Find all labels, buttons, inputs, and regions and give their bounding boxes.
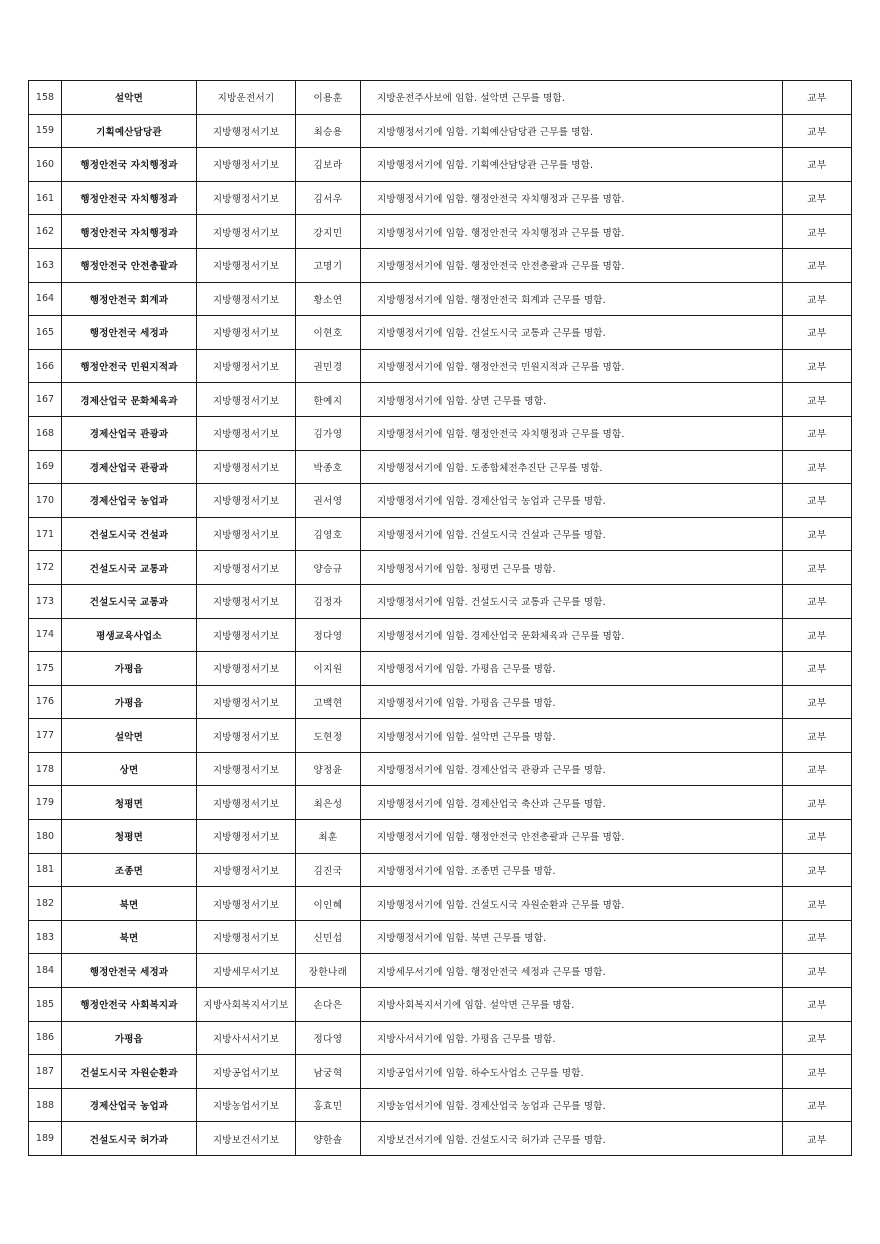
appointment-description-cell: 지방공업서기에 임함. 하수도사업소 근무를 명함. <box>361 1055 783 1089</box>
rank-cell: 지방행정서기보 <box>197 618 296 652</box>
issue-type-cell: 교부 <box>783 618 852 652</box>
name-cell: 강지민 <box>296 215 361 249</box>
department-cell: 경제산업국 관광과 <box>62 416 197 450</box>
name-cell: 권서영 <box>296 484 361 518</box>
appointment-description-cell: 지방행정서기에 임함. 행정안전국 민원지적과 근무를 명함. <box>361 349 783 383</box>
name-cell: 홍효민 <box>296 1088 361 1122</box>
issue-type-cell: 교부 <box>783 282 852 316</box>
name-cell: 정다영 <box>296 618 361 652</box>
table-row <box>29 920 852 954</box>
table-row <box>29 148 852 182</box>
table-row <box>29 887 852 921</box>
appointment-description-cell: 지방행정서기에 임함. 건설도시국 교통과 근무를 명함. <box>361 584 783 618</box>
rank-cell: 지방행정서기보 <box>197 349 296 383</box>
table-row <box>29 517 852 551</box>
appointment-description-cell: 지방행정서기에 임함. 경제산업국 농업과 근무를 명함. <box>361 484 783 518</box>
rank-cell: 지방행정서기보 <box>197 820 296 854</box>
personnel-order-sheet <box>28 80 851 1156</box>
issue-type-cell: 교부 <box>783 316 852 350</box>
department-cell: 행정안전국 자치행정과 <box>62 215 197 249</box>
rank-cell: 지방행정서기보 <box>197 416 296 450</box>
issue-type-cell: 교부 <box>783 820 852 854</box>
name-cell: 양한솔 <box>296 1122 361 1156</box>
table-row <box>29 1122 852 1156</box>
department-cell: 가평읍 <box>62 652 197 686</box>
table-row <box>29 551 852 585</box>
rank-cell: 지방행정서기보 <box>197 887 296 921</box>
department-cell: 설악면 <box>62 81 197 115</box>
appointment-description-cell: 지방사회복지서기에 임함. 설악면 근무를 명함. <box>361 988 783 1022</box>
row-number: 167 <box>29 383 62 417</box>
department-cell: 경제산업국 농업과 <box>62 484 197 518</box>
rank-cell: 지방행정서기보 <box>197 685 296 719</box>
issue-type-cell: 교부 <box>783 383 852 417</box>
department-cell: 경제산업국 농업과 <box>62 1088 197 1122</box>
issue-type-cell: 교부 <box>783 416 852 450</box>
department-cell: 건설도시국 교통과 <box>62 584 197 618</box>
name-cell: 정다영 <box>296 1021 361 1055</box>
table-row <box>29 752 852 786</box>
table-row <box>29 1055 852 1089</box>
table-row <box>29 282 852 316</box>
department-cell: 기획예산담당관 <box>62 114 197 148</box>
department-cell: 행정안전국 자치행정과 <box>62 148 197 182</box>
row-number: 185 <box>29 988 62 1022</box>
department-cell: 행정안전국 민원지적과 <box>62 349 197 383</box>
issue-type-cell: 교부 <box>783 215 852 249</box>
name-cell: 도현정 <box>296 719 361 753</box>
name-cell: 손다은 <box>296 988 361 1022</box>
appointment-description-cell: 지방행정서기에 임함. 기획예산담당관 근무를 명함. <box>361 148 783 182</box>
rank-cell: 지방행정서기보 <box>197 517 296 551</box>
row-number: 169 <box>29 450 62 484</box>
appointment-description-cell: 지방행정서기에 임함. 행정안전국 회계과 근무를 명함. <box>361 282 783 316</box>
row-number: 159 <box>29 114 62 148</box>
issue-type-cell: 교부 <box>783 1021 852 1055</box>
rank-cell: 지방행정서기보 <box>197 282 296 316</box>
row-number: 182 <box>29 887 62 921</box>
table-row <box>29 685 852 719</box>
department-cell: 설악면 <box>62 719 197 753</box>
row-number: 161 <box>29 181 62 215</box>
department-cell: 건설도시국 허가과 <box>62 1122 197 1156</box>
row-number: 171 <box>29 517 62 551</box>
name-cell: 김영호 <box>296 517 361 551</box>
row-number: 179 <box>29 786 62 820</box>
rank-cell: 지방행정서기보 <box>197 719 296 753</box>
department-cell: 건설도시국 자원순환과 <box>62 1055 197 1089</box>
rank-cell: 지방농업서기보 <box>197 1088 296 1122</box>
name-cell: 김정자 <box>296 584 361 618</box>
department-cell: 조종면 <box>62 853 197 887</box>
rank-cell: 지방행정서기보 <box>197 148 296 182</box>
issue-type-cell: 교부 <box>783 853 852 887</box>
row-number: 174 <box>29 618 62 652</box>
rank-cell: 지방행정서기보 <box>197 652 296 686</box>
rank-cell: 지방행정서기보 <box>197 752 296 786</box>
table-row <box>29 81 852 115</box>
row-number: 176 <box>29 685 62 719</box>
name-cell: 남궁혁 <box>296 1055 361 1089</box>
rank-cell: 지방세무서기보 <box>197 954 296 988</box>
row-number: 163 <box>29 248 62 282</box>
issue-type-cell: 교부 <box>783 248 852 282</box>
appointment-description-cell: 지방행정서기에 임함. 경제산업국 축산과 근무를 명함. <box>361 786 783 820</box>
row-number: 160 <box>29 148 62 182</box>
row-number: 164 <box>29 282 62 316</box>
table-row <box>29 450 852 484</box>
row-number: 189 <box>29 1122 62 1156</box>
row-number: 175 <box>29 652 62 686</box>
rank-cell: 지방보건서기보 <box>197 1122 296 1156</box>
name-cell: 한예지 <box>296 383 361 417</box>
appointment-description-cell: 지방보건서기에 임함. 건설도시국 허가과 근무를 명함. <box>361 1122 783 1156</box>
issue-type-cell: 교부 <box>783 887 852 921</box>
department-cell: 행정안전국 회계과 <box>62 282 197 316</box>
issue-type-cell: 교부 <box>783 551 852 585</box>
appointment-description-cell: 지방행정서기에 임함. 도종합체전추진단 근무를 명함. <box>361 450 783 484</box>
table-row <box>29 316 852 350</box>
department-cell: 가평읍 <box>62 1021 197 1055</box>
appointment-description-cell: 지방행정서기에 임함. 경제산업국 문화체육과 근무를 명함. <box>361 618 783 652</box>
name-cell: 최은성 <box>296 786 361 820</box>
issue-type-cell: 교부 <box>783 954 852 988</box>
rank-cell: 지방운전서기 <box>197 81 296 115</box>
department-cell: 행정안전국 사회복지과 <box>62 988 197 1022</box>
appointment-description-cell: 지방사서서기에 임함. 가평읍 근무를 명함. <box>361 1021 783 1055</box>
department-cell: 행정안전국 세정과 <box>62 316 197 350</box>
row-number: 178 <box>29 752 62 786</box>
name-cell: 황소연 <box>296 282 361 316</box>
department-cell: 가평읍 <box>62 685 197 719</box>
row-number: 187 <box>29 1055 62 1089</box>
department-cell: 북면 <box>62 920 197 954</box>
name-cell: 권민경 <box>296 349 361 383</box>
row-number: 173 <box>29 584 62 618</box>
department-cell: 행정안전국 안전총괄과 <box>62 248 197 282</box>
table-row <box>29 786 852 820</box>
department-cell: 경제산업국 관광과 <box>62 450 197 484</box>
issue-type-cell: 교부 <box>783 484 852 518</box>
name-cell: 이지원 <box>296 652 361 686</box>
table-row <box>29 114 852 148</box>
department-cell: 청평면 <box>62 820 197 854</box>
appointment-description-cell: 지방운전주사보에 임함. 설악면 근무를 명함. <box>361 81 783 115</box>
row-number: 162 <box>29 215 62 249</box>
table-row <box>29 215 852 249</box>
name-cell: 이용훈 <box>296 81 361 115</box>
name-cell: 최훈 <box>296 820 361 854</box>
issue-type-cell: 교부 <box>783 81 852 115</box>
rank-cell: 지방행정서기보 <box>197 114 296 148</box>
name-cell: 김서우 <box>296 181 361 215</box>
rank-cell: 지방행정서기보 <box>197 551 296 585</box>
appointment-description-cell: 지방행정서기에 임함. 가평읍 근무를 명함. <box>361 652 783 686</box>
table-row <box>29 484 852 518</box>
rank-cell: 지방행정서기보 <box>197 450 296 484</box>
department-cell: 건설도시국 교통과 <box>62 551 197 585</box>
table-row <box>29 584 852 618</box>
name-cell: 박종호 <box>296 450 361 484</box>
rank-cell: 지방행정서기보 <box>197 786 296 820</box>
table-row <box>29 416 852 450</box>
name-cell: 고백현 <box>296 685 361 719</box>
row-number: 158 <box>29 81 62 115</box>
rank-cell: 지방행정서기보 <box>197 316 296 350</box>
appointment-description-cell: 지방세무서기에 임함. 행정안전국 세정과 근무를 명함. <box>361 954 783 988</box>
issue-type-cell: 교부 <box>783 450 852 484</box>
rank-cell: 지방행정서기보 <box>197 484 296 518</box>
issue-type-cell: 교부 <box>783 752 852 786</box>
issue-type-cell: 교부 <box>783 920 852 954</box>
appointment-description-cell: 지방행정서기에 임함. 상면 근무를 명함. <box>361 383 783 417</box>
department-cell: 북면 <box>62 887 197 921</box>
name-cell: 이현호 <box>296 316 361 350</box>
table-row <box>29 383 852 417</box>
name-cell: 김진국 <box>296 853 361 887</box>
rank-cell: 지방행정서기보 <box>197 383 296 417</box>
appointment-description-cell: 지방행정서기에 임함. 건설도시국 건설과 근무를 명함. <box>361 517 783 551</box>
rank-cell: 지방공업서기보 <box>197 1055 296 1089</box>
appointment-description-cell: 지방행정서기에 임함. 건설도시국 자원순환과 근무를 명함. <box>361 887 783 921</box>
issue-type-cell: 교부 <box>783 988 852 1022</box>
table-row <box>29 1021 852 1055</box>
issue-type-cell: 교부 <box>783 685 852 719</box>
issue-type-cell: 교부 <box>783 1055 852 1089</box>
appointment-description-cell: 지방행정서기에 임함. 행정안전국 안전총괄과 근무를 명함. <box>361 248 783 282</box>
row-number: 170 <box>29 484 62 518</box>
rank-cell: 지방행정서기보 <box>197 248 296 282</box>
appointment-description-cell: 지방행정서기에 임함. 행정안전국 자치행정과 근무를 명함. <box>361 181 783 215</box>
personnel-table-body <box>29 81 852 1156</box>
issue-type-cell: 교부 <box>783 349 852 383</box>
name-cell: 양정윤 <box>296 752 361 786</box>
table-row <box>29 1088 852 1122</box>
table-row <box>29 988 852 1022</box>
table-row <box>29 248 852 282</box>
table-row <box>29 618 852 652</box>
table-row <box>29 719 852 753</box>
name-cell: 장한나래 <box>296 954 361 988</box>
row-number: 188 <box>29 1088 62 1122</box>
name-cell: 이인혜 <box>296 887 361 921</box>
appointment-description-cell: 지방행정서기에 임함. 설악면 근무를 명함. <box>361 719 783 753</box>
appointment-description-cell: 지방행정서기에 임함. 청평면 근무를 명함. <box>361 551 783 585</box>
table-row <box>29 652 852 686</box>
rank-cell: 지방행정서기보 <box>197 215 296 249</box>
row-number: 168 <box>29 416 62 450</box>
rank-cell: 지방사서서기보 <box>197 1021 296 1055</box>
department-cell: 경제산업국 문화체육과 <box>62 383 197 417</box>
row-number: 172 <box>29 551 62 585</box>
row-number: 180 <box>29 820 62 854</box>
issue-type-cell: 교부 <box>783 517 852 551</box>
row-number: 166 <box>29 349 62 383</box>
table-row <box>29 349 852 383</box>
name-cell: 고명기 <box>296 248 361 282</box>
name-cell: 김보라 <box>296 148 361 182</box>
issue-type-cell: 교부 <box>783 181 852 215</box>
row-number: 165 <box>29 316 62 350</box>
table-row <box>29 820 852 854</box>
appointment-description-cell: 지방행정서기에 임함. 북면 근무를 명함. <box>361 920 783 954</box>
row-number: 183 <box>29 920 62 954</box>
row-number: 181 <box>29 853 62 887</box>
appointment-description-cell: 지방농업서기에 임함. 경제산업국 농업과 근무를 명함. <box>361 1088 783 1122</box>
name-cell: 양승규 <box>296 551 361 585</box>
name-cell: 최승용 <box>296 114 361 148</box>
row-number: 184 <box>29 954 62 988</box>
issue-type-cell: 교부 <box>783 584 852 618</box>
appointment-description-cell: 지방행정서기에 임함. 건설도시국 교통과 근무를 명함. <box>361 316 783 350</box>
appointment-description-cell: 지방행정서기에 임함. 기획예산담당관 근무를 명함. <box>361 114 783 148</box>
rank-cell: 지방사회복지서기보 <box>197 988 296 1022</box>
row-number: 177 <box>29 719 62 753</box>
department-cell: 상면 <box>62 752 197 786</box>
rank-cell: 지방행정서기보 <box>197 584 296 618</box>
appointment-description-cell: 지방행정서기에 임함. 경제산업국 관광과 근무를 명함. <box>361 752 783 786</box>
rank-cell: 지방행정서기보 <box>197 920 296 954</box>
appointment-description-cell: 지방행정서기에 임함. 조종면 근무를 명함. <box>361 853 783 887</box>
name-cell: 김가영 <box>296 416 361 450</box>
department-cell: 행정안전국 자치행정과 <box>62 181 197 215</box>
department-cell: 평생교육사업소 <box>62 618 197 652</box>
table-row <box>29 853 852 887</box>
name-cell: 신민섭 <box>296 920 361 954</box>
row-number: 186 <box>29 1021 62 1055</box>
appointment-description-cell: 지방행정서기에 임함. 가평읍 근무를 명함. <box>361 685 783 719</box>
department-cell: 청평면 <box>62 786 197 820</box>
department-cell: 건설도시국 건설과 <box>62 517 197 551</box>
issue-type-cell: 교부 <box>783 148 852 182</box>
issue-type-cell: 교부 <box>783 719 852 753</box>
personnel-table <box>28 80 852 1156</box>
issue-type-cell: 교부 <box>783 1122 852 1156</box>
department-cell: 행정안전국 세정과 <box>62 954 197 988</box>
table-row <box>29 181 852 215</box>
appointment-description-cell: 지방행정서기에 임함. 행정안전국 자치행정과 근무를 명함. <box>361 416 783 450</box>
rank-cell: 지방행정서기보 <box>197 181 296 215</box>
issue-type-cell: 교부 <box>783 652 852 686</box>
issue-type-cell: 교부 <box>783 786 852 820</box>
rank-cell: 지방행정서기보 <box>197 853 296 887</box>
appointment-description-cell: 지방행정서기에 임함. 행정안전국 안전총괄과 근무를 명함. <box>361 820 783 854</box>
table-row <box>29 954 852 988</box>
issue-type-cell: 교부 <box>783 114 852 148</box>
issue-type-cell: 교부 <box>783 1088 852 1122</box>
appointment-description-cell: 지방행정서기에 임함. 행정안전국 자치행정과 근무를 명함. <box>361 215 783 249</box>
